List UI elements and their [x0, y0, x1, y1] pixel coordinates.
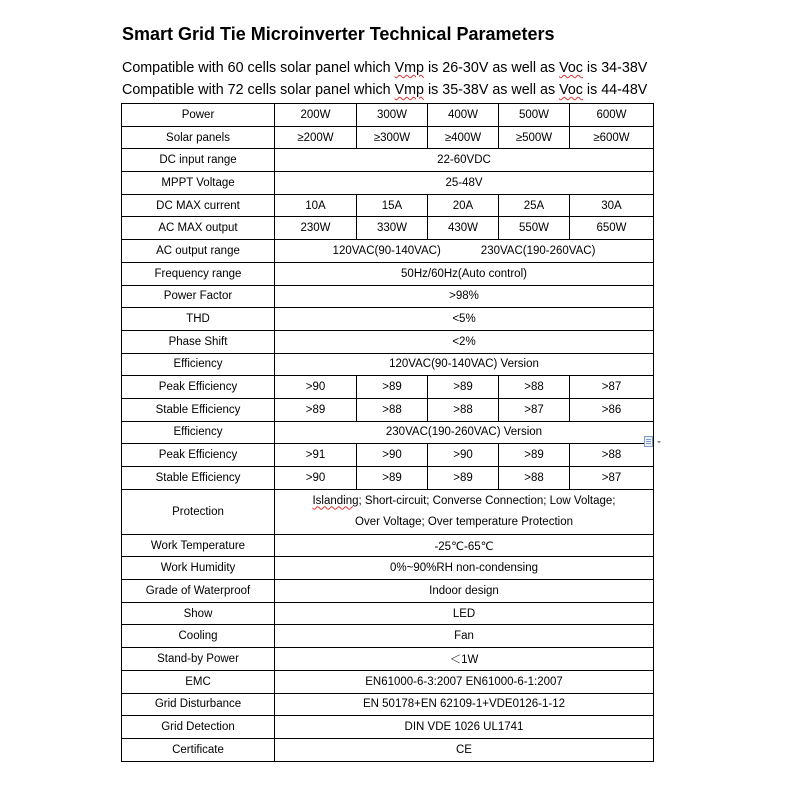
row-label: DC MAX current — [122, 194, 275, 217]
cell-value — [275, 240, 654, 263]
cell-value: >88 — [428, 398, 499, 421]
cell-value: >89 — [357, 376, 428, 399]
row-label: AC output range — [122, 240, 275, 263]
table-row — [122, 126, 654, 149]
table-row — [122, 693, 654, 716]
cell-value: >91 — [275, 444, 357, 467]
cell-value: -25℃-65℃ — [275, 534, 654, 557]
row-label: Efficiency — [122, 353, 275, 376]
protection-line-2: Over Voltage; Over temperature Protection — [355, 515, 573, 528]
page-title: Smart Grid Tie Microinverter Technical Parameters — [122, 24, 555, 44]
cell-value: >89 — [428, 467, 499, 490]
cell-value: Fan — [275, 625, 654, 648]
cell-value: 600W — [570, 104, 654, 127]
cell-value: 25-48V — [275, 172, 654, 195]
cell-value: 200W — [275, 104, 357, 127]
cell-value: CE — [275, 738, 654, 761]
row-label: Frequency range — [122, 262, 275, 285]
cell-value: Indoor design — [275, 580, 654, 603]
table-row — [122, 104, 654, 127]
table-row — [122, 625, 654, 648]
table-row — [122, 421, 654, 444]
table-row — [122, 353, 654, 376]
cell-value: 400W — [428, 104, 499, 127]
cell-value: >89 — [357, 467, 428, 490]
cell-value: >90 — [275, 376, 357, 399]
row-label: Work Temperature — [122, 534, 275, 557]
row-label: Stand-by Power — [122, 648, 275, 671]
table-row — [122, 376, 654, 399]
table-row — [122, 330, 654, 353]
cell-value: ≥600W — [570, 126, 654, 149]
row-label: Peak Efficiency — [122, 376, 275, 399]
table-row — [122, 285, 654, 308]
cell-value: 430W — [428, 217, 499, 240]
ac-range-120: 120VAC(90-140VAC) — [332, 244, 441, 257]
table-row — [122, 217, 654, 240]
table-row — [122, 398, 654, 421]
cell-value: ＜1W — [275, 648, 654, 671]
table-row — [122, 716, 654, 739]
table-row — [122, 172, 654, 195]
cell-value: ≥300W — [357, 126, 428, 149]
row-label: Cooling — [122, 625, 275, 648]
row-label: Stable Efficiency — [122, 398, 275, 421]
cell-value: EN 50178+EN 62109-1+VDE0126-1-12 — [275, 693, 654, 716]
row-label: Power Factor — [122, 285, 275, 308]
table-row — [122, 602, 654, 625]
cell-value: >88 — [357, 398, 428, 421]
row-label: Grid Disturbance — [122, 693, 275, 716]
row-label: Protection — [122, 489, 275, 534]
cell-value: 25A — [499, 194, 570, 217]
cell-value: 650W — [570, 217, 654, 240]
row-label: Power — [122, 104, 275, 127]
table-row — [122, 534, 654, 557]
ac-range-230: 230VAC(190-260VAC) — [480, 244, 596, 257]
cell-value: >88 — [499, 376, 570, 399]
table-row — [122, 444, 654, 467]
cell-value: ≥200W — [275, 126, 357, 149]
cell-value: 50Hz/60Hz(Auto control) — [275, 262, 654, 285]
row-label: EMC — [122, 670, 275, 693]
row-label: AC MAX output — [122, 217, 275, 240]
table-row — [122, 262, 654, 285]
table-row — [122, 738, 654, 761]
table-row — [122, 149, 654, 172]
cell-value: 300W — [357, 104, 428, 127]
cell-value: >89 — [428, 376, 499, 399]
row-label: Work Humidity — [122, 557, 275, 580]
row-label: Phase Shift — [122, 330, 275, 353]
protection-line-1: Islanding; Short-circuit; Converse Connection; Low Voltage; — [312, 494, 616, 507]
cell-value: EN61000-6-3:2007 EN61000-6-1:2007 — [275, 670, 654, 693]
spec-table — [121, 103, 654, 762]
row-label: Solar panels — [122, 126, 275, 149]
cell-value: >98% — [275, 285, 654, 308]
cell-value: 230W — [275, 217, 357, 240]
cell-value: ≥400W — [428, 126, 499, 149]
cell-value: 330W — [357, 217, 428, 240]
cell-value: >86 — [570, 398, 654, 421]
cell-value: >90 — [275, 467, 357, 490]
cell-value: 22-60VDC — [275, 149, 654, 172]
cell-value: 550W — [499, 217, 570, 240]
table-row — [122, 648, 654, 671]
cell-value: <5% — [275, 308, 654, 331]
cell-value: >88 — [499, 467, 570, 490]
row-label: Stable Efficiency — [122, 467, 275, 490]
cell-value: 30A — [570, 194, 654, 217]
cell-value: 120VAC(90-140VAC) Version — [275, 353, 654, 376]
row-label: Peak Efficiency — [122, 444, 275, 467]
cell-value: 0%~90%RH non-condensing — [275, 557, 654, 580]
table-row — [122, 580, 654, 603]
cell-value: <2% — [275, 330, 654, 353]
cell-value: >89 — [275, 398, 357, 421]
row-label: Certificate — [122, 738, 275, 761]
cell-value: ≥500W — [499, 126, 570, 149]
paste-options-icon[interactable] — [644, 436, 664, 448]
cell-value: 10A — [275, 194, 357, 217]
table-row — [122, 489, 654, 534]
cell-value: >90 — [428, 444, 499, 467]
cell-value: DIN VDE 1026 UL1741 — [275, 716, 654, 739]
compat-line-72-cells: Compatible with 72 cells solar panel which Vmp is 35-38V as well as Voc is 44-48V — [122, 82, 648, 98]
table-row — [122, 557, 654, 580]
table-row — [122, 194, 654, 217]
row-label: Grade of Waterproof — [122, 580, 275, 603]
cell-value: 500W — [499, 104, 570, 127]
row-label: Efficiency — [122, 421, 275, 444]
cell-value: LED — [275, 602, 654, 625]
row-label: Grid Detection — [122, 716, 275, 739]
cell-value: >88 — [570, 444, 654, 467]
row-label: DC input range — [122, 149, 275, 172]
table-row — [122, 240, 654, 263]
table-row — [122, 467, 654, 490]
cell-value: >90 — [357, 444, 428, 467]
table-row — [122, 670, 654, 693]
row-label: THD — [122, 308, 275, 331]
row-label: MPPT Voltage — [122, 172, 275, 195]
cell-value: 230VAC(190-260VAC) Version — [275, 421, 654, 444]
row-label: Show — [122, 602, 275, 625]
cell-value: >87 — [499, 398, 570, 421]
cell-value: >87 — [570, 376, 654, 399]
cell-value: 20A — [428, 194, 499, 217]
cell-value — [275, 489, 654, 534]
compat-line-60-cells: Compatible with 60 cells solar panel which Vmp is 26-30V as well as Voc is 34-38V — [122, 60, 648, 76]
cell-value: 15A — [357, 194, 428, 217]
table-row — [122, 308, 654, 331]
cell-value: >89 — [499, 444, 570, 467]
cell-value: >87 — [570, 467, 654, 490]
